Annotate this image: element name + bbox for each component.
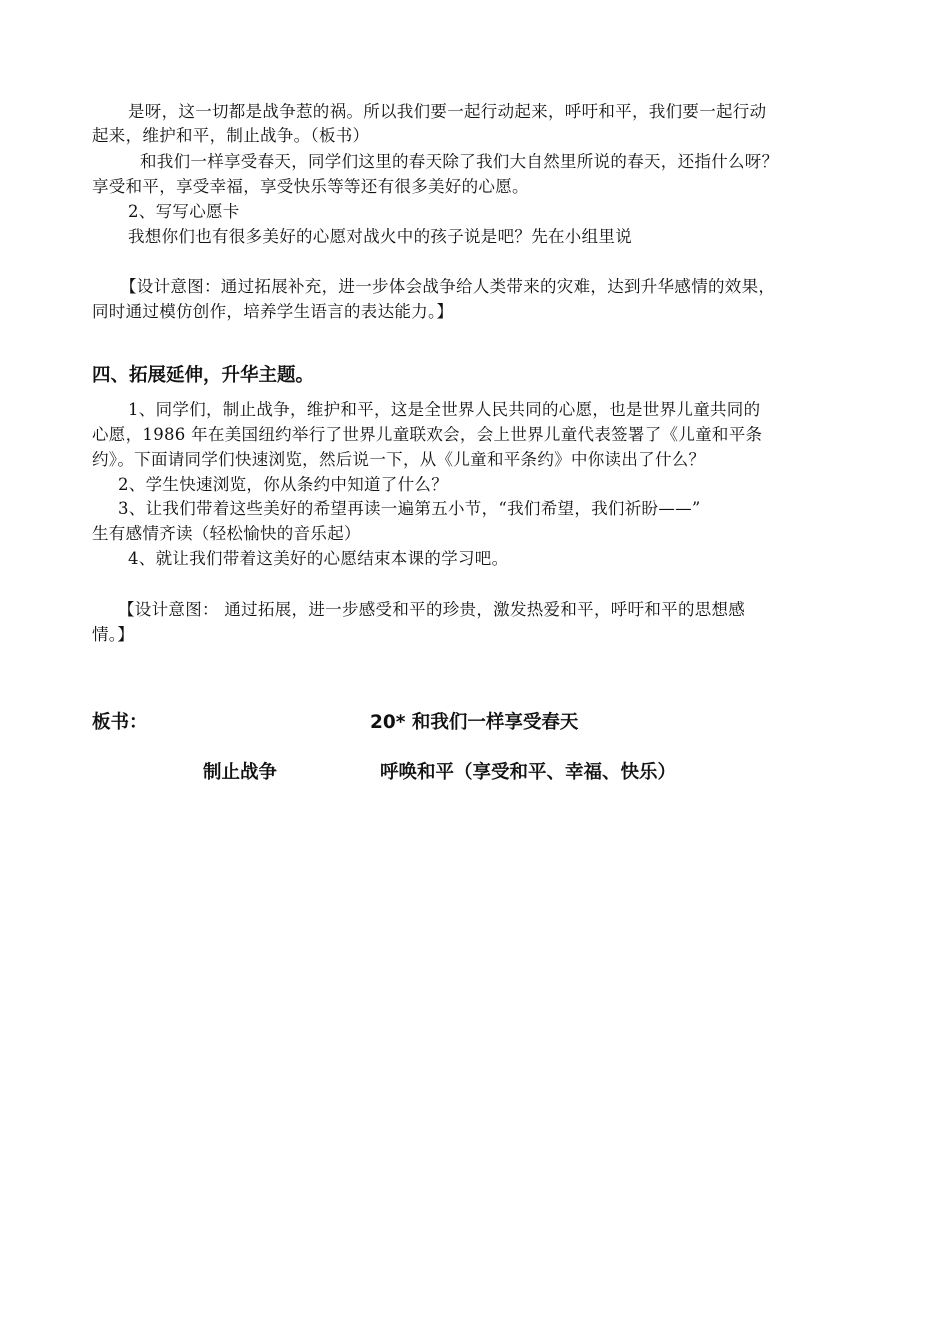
paragraph-line: 起来，维护和平，制止战争。（板书） <box>92 126 370 145</box>
list-item: 3、让我们带着这些美好的希望再读一遍第五小节，“我们希望，我们祈盼——” <box>118 499 701 518</box>
paragraph-line: 心愿，1986 年在美国纽约举行了世界儿童联欢会，会上世界儿童代表签署了《儿童和平条 <box>92 425 763 444</box>
paragraph-line: 生有感情齐读（轻松愉快的音乐起） <box>92 524 361 543</box>
list-item: 4、就让我们带着这美好的心愿结束本课的学习吧。 <box>128 549 509 568</box>
paragraph-line: 我想你们也有很多美好的心愿对战火中的孩子说是吧？先在小组里说 <box>128 227 632 246</box>
blackboard-left-item: 制止战争 <box>203 762 278 783</box>
list-item: 2、写写心愿卡 <box>128 202 240 221</box>
paragraph-line: 是呀，这一切都是战争惹的祸。所以我们要一起行动起来，呼吁和平，我们要一起行动 <box>128 102 767 121</box>
blackboard-right-item: 呼唤和平（享受和平、幸福、快乐） <box>380 762 677 783</box>
design-intent-line: 【设计意图：通过拓展补充，进一步体会战争给人类带来的灾难，达到升华感情的效果， <box>120 277 776 296</box>
paragraph-line: 和我们一样享受春天，同学们这里的春天除了我们大自然里所说的春天，还指什么呀？ <box>140 152 779 171</box>
paragraph-line: 约》。下面请同学们快速浏览，然后说一下，从《儿童和平条约》中你读出了什么？ <box>92 450 706 469</box>
blackboard-title: 20* 和我们一样享受春天 <box>370 712 579 733</box>
design-intent-line: 同时通过模仿创作，培养学生语言的表达能力。】 <box>92 302 454 321</box>
list-item: 1、同学们，制止战争，维护和平，这是全世界人民共同的心愿，也是世界儿童共同的 <box>128 400 761 419</box>
design-intent-line: 情。】 <box>92 625 135 644</box>
blackboard-label: 板书： <box>92 712 148 733</box>
paragraph-line: 享受和平，享受幸福，享受快乐等等还有很多美好的心愿。 <box>92 177 529 196</box>
section-heading: 四、拓展延伸，升华主题。 <box>92 365 315 386</box>
list-item: 2、学生快速浏览，你从条约中知道了什么？ <box>118 475 448 494</box>
design-intent-line: 【设计意图： 通过拓展，进一步感受和平的珍贵，激发热爱和平，呼吁和平的思想感 <box>118 600 746 619</box>
